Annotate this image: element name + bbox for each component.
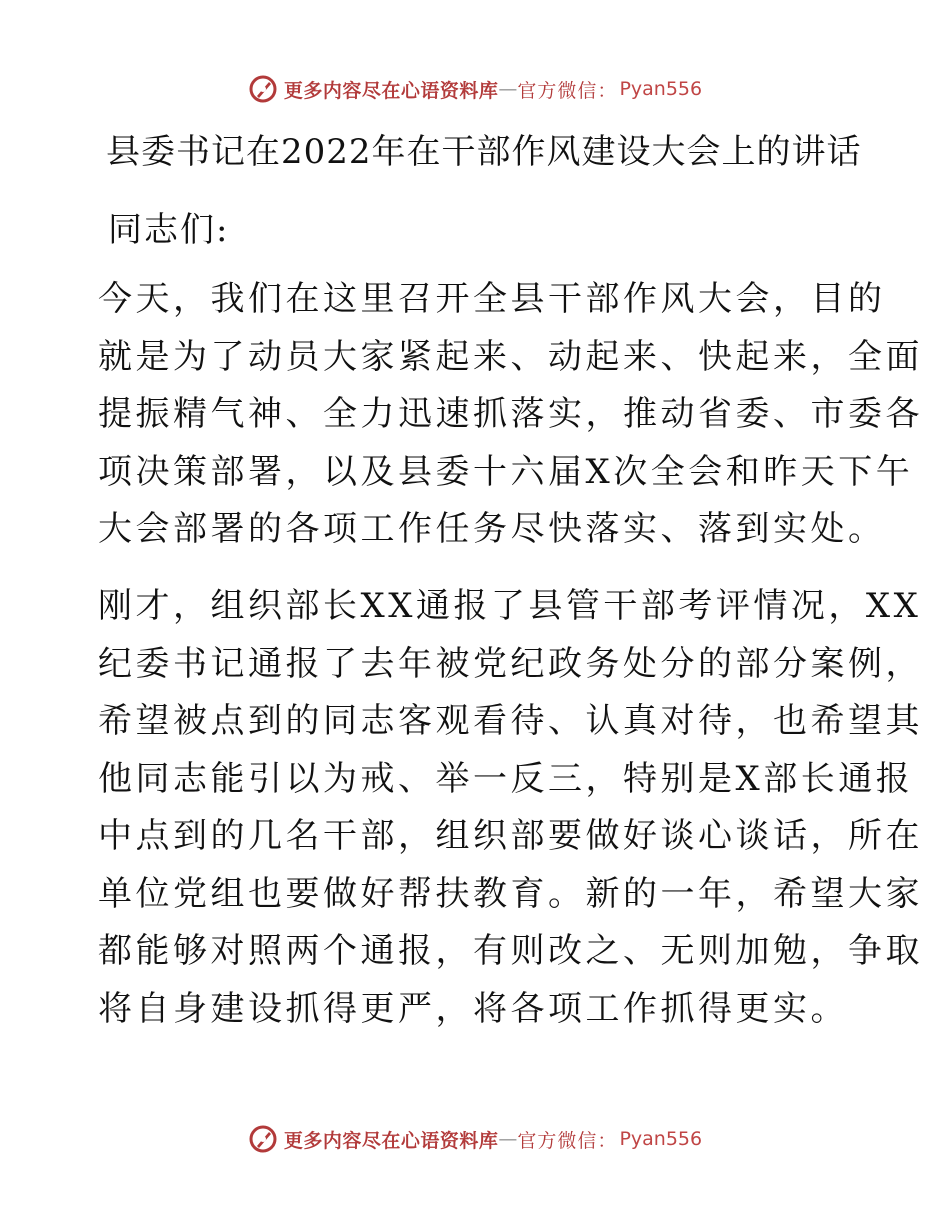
watermark-dash: — bbox=[498, 1128, 518, 1150]
watermark-wechat-id: Pyan556 bbox=[619, 78, 703, 100]
watermark-main-text: 更多内容尽在心语资料库 bbox=[283, 79, 499, 102]
watermark-main-text: 更多内容尽在心语资料库 bbox=[283, 1129, 499, 1152]
paragraph-line: 单位党组也要做好帮扶教育。新的一年，希望大家 bbox=[98, 873, 923, 914]
paragraph-line: 提振精气神、全力迅速抓落实，推动省委、市委各 bbox=[98, 394, 923, 434]
paragraph-line: 项决策部署，以及县委十六届X次全会和昨天下午 bbox=[98, 451, 914, 492]
quill-logo-icon bbox=[248, 1124, 278, 1154]
paragraph-line: 他同志能引以为戒、举一反三，特别是X部长通报 bbox=[98, 758, 914, 799]
watermark-wechat-id: Pyan556 bbox=[619, 1128, 703, 1150]
paragraph-line: 中点到的几名干部，组织部要做好谈心谈话，所在 bbox=[98, 816, 923, 856]
paragraph-line: 大会部署的各项工作任务尽快落实、落到实处。 bbox=[98, 509, 886, 549]
paragraph-line: 今天，我们在这里召开全县干部作风大会，目的 bbox=[98, 279, 886, 319]
header-watermark bbox=[0, 74, 950, 104]
quill-logo-icon bbox=[248, 74, 278, 104]
paragraph-1 bbox=[98, 271, 923, 559]
paragraph-line: 就是为了动员大家紧起来、动起来、快起来，全面 bbox=[98, 336, 923, 377]
paragraph-2 bbox=[98, 578, 923, 1038]
document-title: 县委书记在2022年在干部作风建设大会上的讲话 bbox=[106, 132, 862, 172]
paragraph-line: 将自身建设抓得更严，将各项工作抓得更实。 bbox=[98, 988, 848, 1029]
watermark-wechat-label: 官方微信： bbox=[517, 79, 618, 102]
paragraph-line: 纪委书记通报了去年被党纪政务处分的部分案例， bbox=[98, 643, 923, 684]
watermark-dash: — bbox=[498, 78, 518, 100]
paragraph-line: 都能够对照两个通报，有则改之、无则加勉，争取 bbox=[98, 931, 923, 971]
paragraph-line: 希望被点到的同志客观看待、认真对待，也希望其 bbox=[98, 701, 923, 741]
footer-watermark bbox=[0, 1124, 950, 1154]
paragraph-line: 刚才，组织部长XX通报了县管干部考评情况，XX bbox=[98, 586, 922, 626]
watermark-wechat-label: 官方微信： bbox=[517, 1129, 618, 1152]
salutation: 同志们: bbox=[108, 210, 230, 250]
